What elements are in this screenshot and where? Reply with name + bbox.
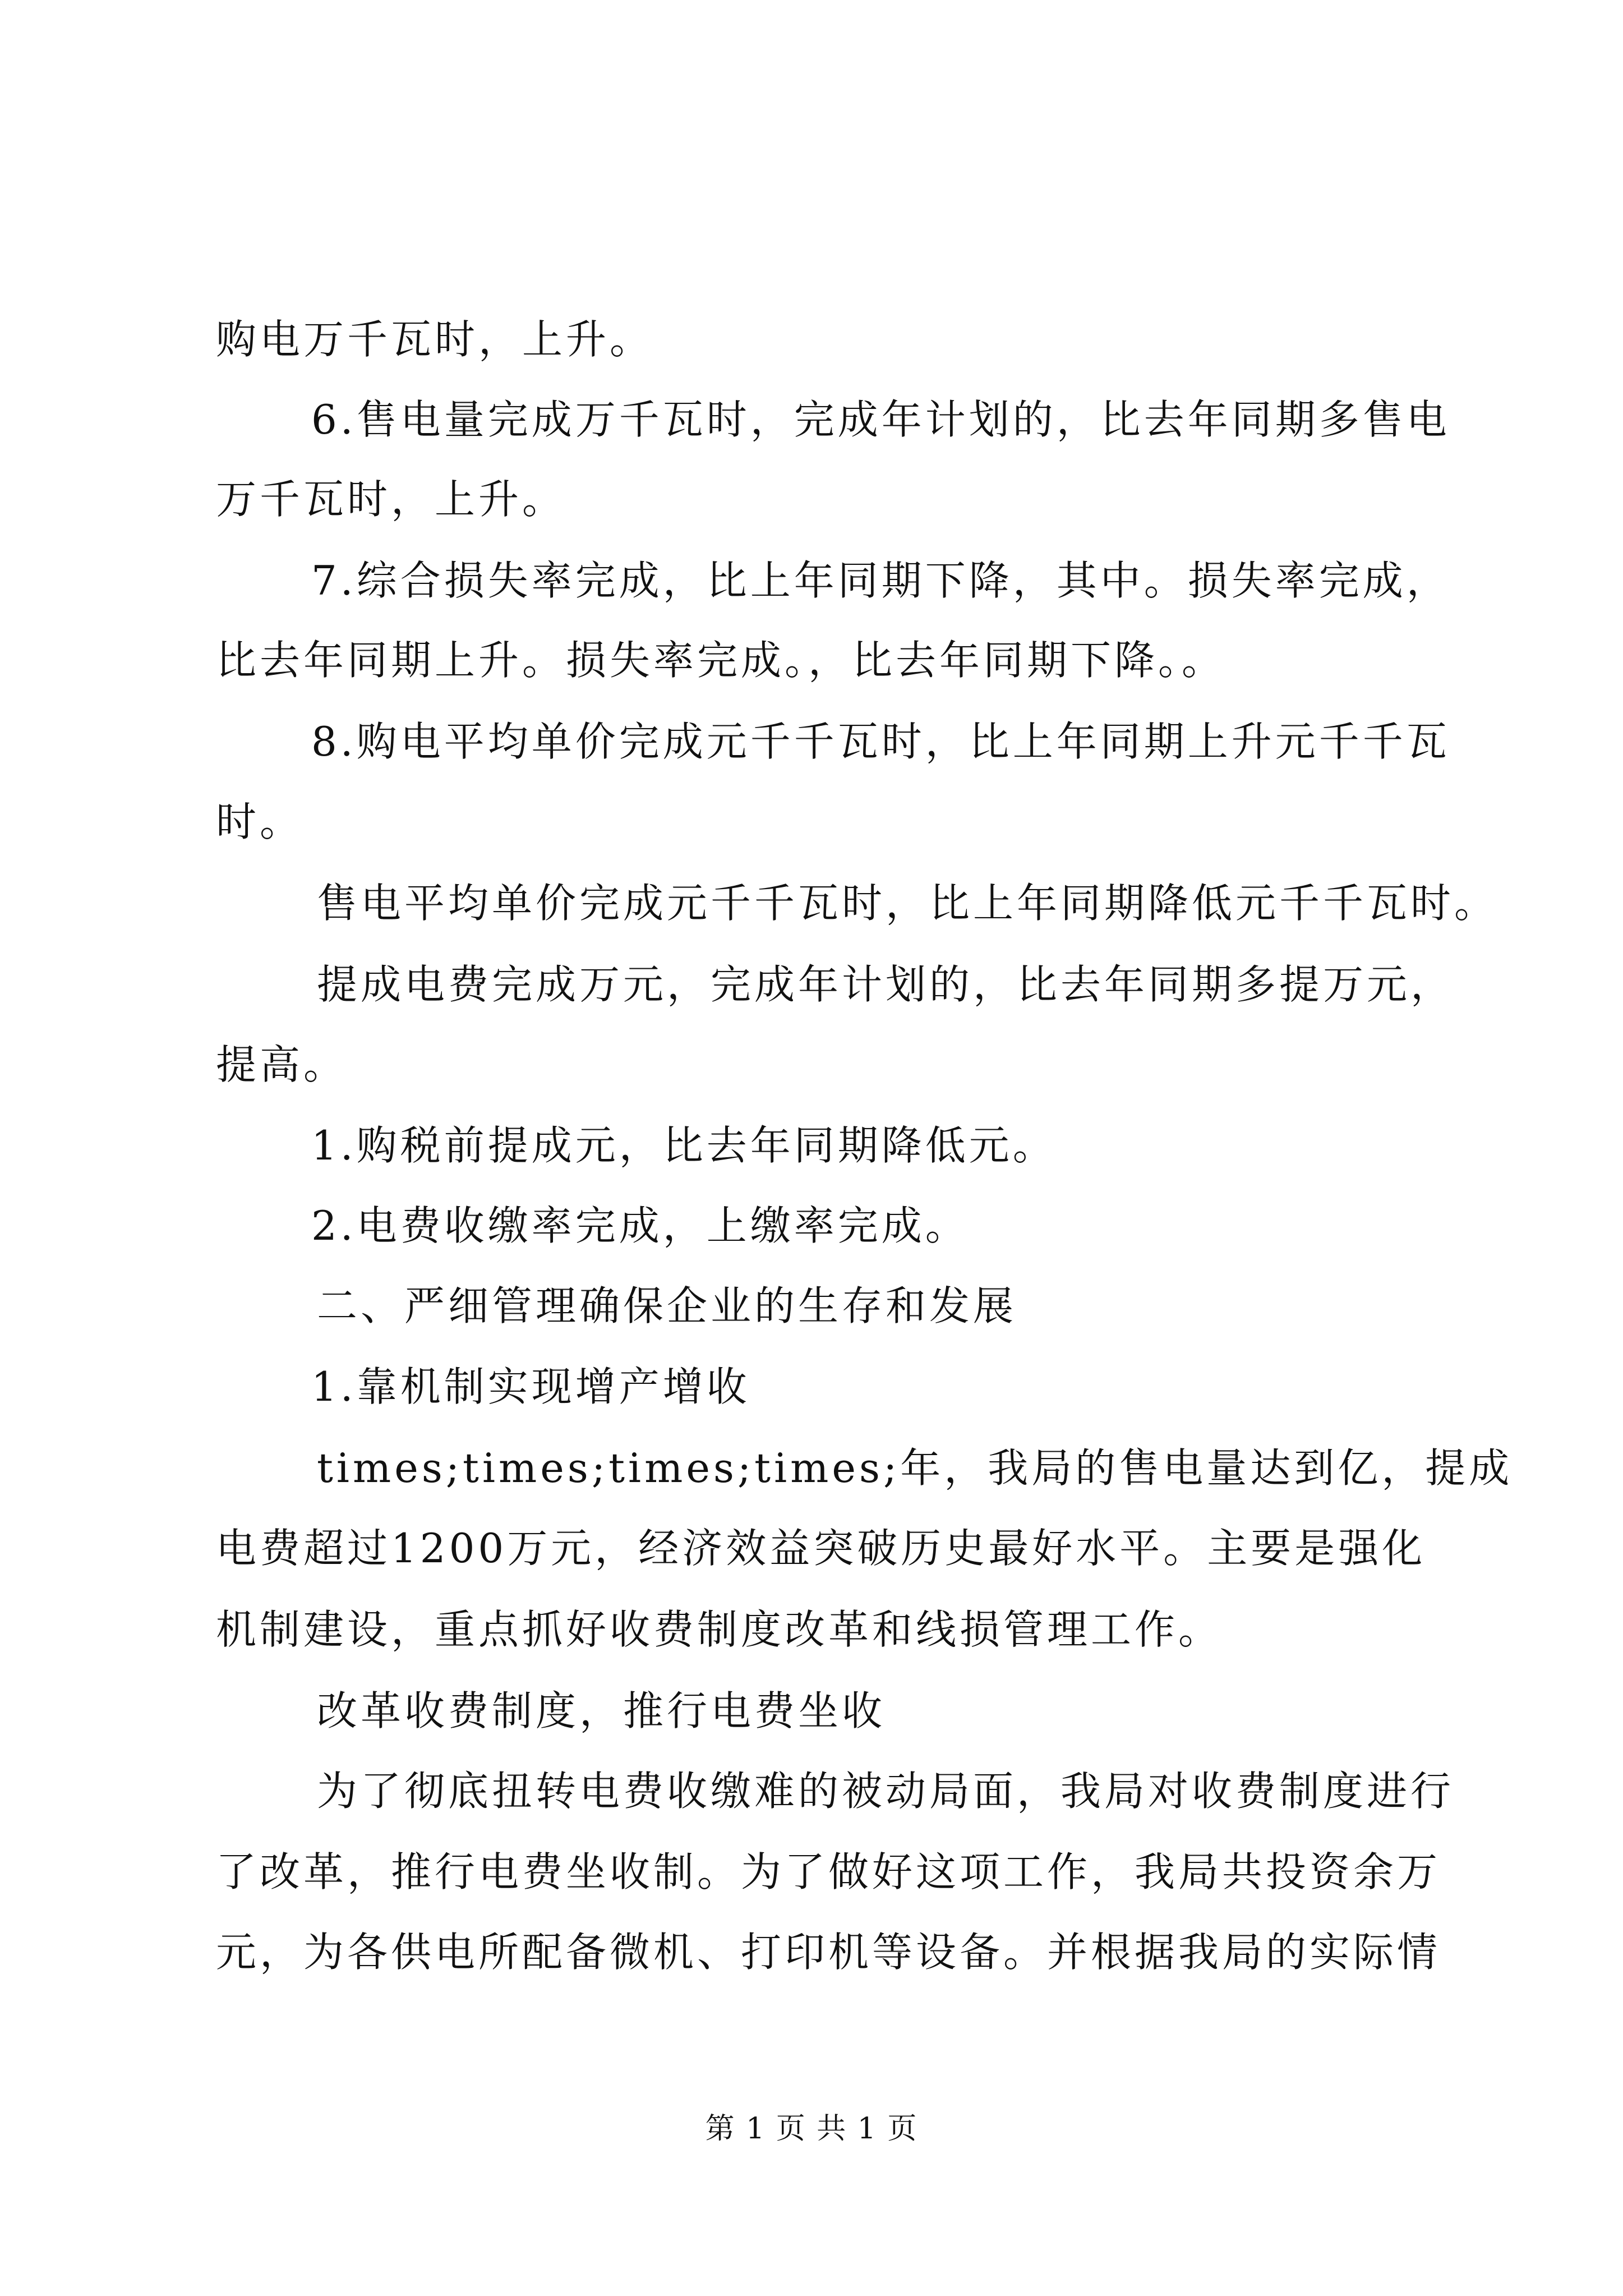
text-line: 机制建设，重点抓好收费制度改革和线损管理工作。 bbox=[216, 1606, 1223, 1653]
text-line: 2.电费收缴率完成，上缴率完成。 bbox=[311, 1202, 969, 1249]
page-footer: 第 1 页 共 1 页 bbox=[705, 2112, 918, 2146]
subsection-heading: 改革收费制度，推行电费坐收 bbox=[317, 1687, 886, 1734]
section-heading: 二、严细管理确保企业的生存和发展 bbox=[317, 1282, 1017, 1329]
text-line: 万千瓦时，上升。 bbox=[216, 476, 566, 523]
text-line: 1.购税前提成元，比去年同期降低元。 bbox=[311, 1122, 1057, 1169]
text-line: 8.购电平均单价完成元千千瓦时，比上年同期上升元千千瓦 bbox=[311, 718, 1450, 765]
text-line: 为了彻底扭转电费收缴难的被动局面，我局对收费制度进行 bbox=[317, 1768, 1455, 1815]
text-line: 比去年同期上升。损失率完成。，比去年同期下降。。 bbox=[216, 637, 1226, 684]
text-line: 元，为各供电所配备微机、打印机等设备。并根据我局的实际情 bbox=[216, 1929, 1441, 1976]
text-line: times;times;times;times;年，我局的售电量达到亿，提成 bbox=[317, 1444, 1513, 1492]
text-line: 提高。 bbox=[216, 1041, 348, 1088]
text-line: 购电万千瓦时，上升。 bbox=[216, 316, 654, 363]
text-line: 电费超过1200万元，经济效益突破历史最好水平。主要是强化 bbox=[216, 1525, 1426, 1572]
text-line: 了改革，推行电费坐收制。为了做好这项工作，我局共投资余万 bbox=[216, 1848, 1441, 1895]
text-line: 提成电费完成万元，完成年计划的，比去年同期多提万元， bbox=[317, 961, 1455, 1008]
text-line: 7.综合损失率完成，比上年同期下降，其中。损失率完成， bbox=[311, 557, 1450, 604]
subsection-heading: 1.靠机制实现增产增收 bbox=[311, 1363, 750, 1410]
text-line: 6.售电量完成万千瓦时，完成年计划的，比去年同期多售电 bbox=[311, 396, 1450, 443]
text-line: 售电平均单价完成元千千瓦时，比上年同期降低元千千瓦时。 bbox=[317, 880, 1498, 927]
text-line: 时。 bbox=[216, 798, 304, 845]
